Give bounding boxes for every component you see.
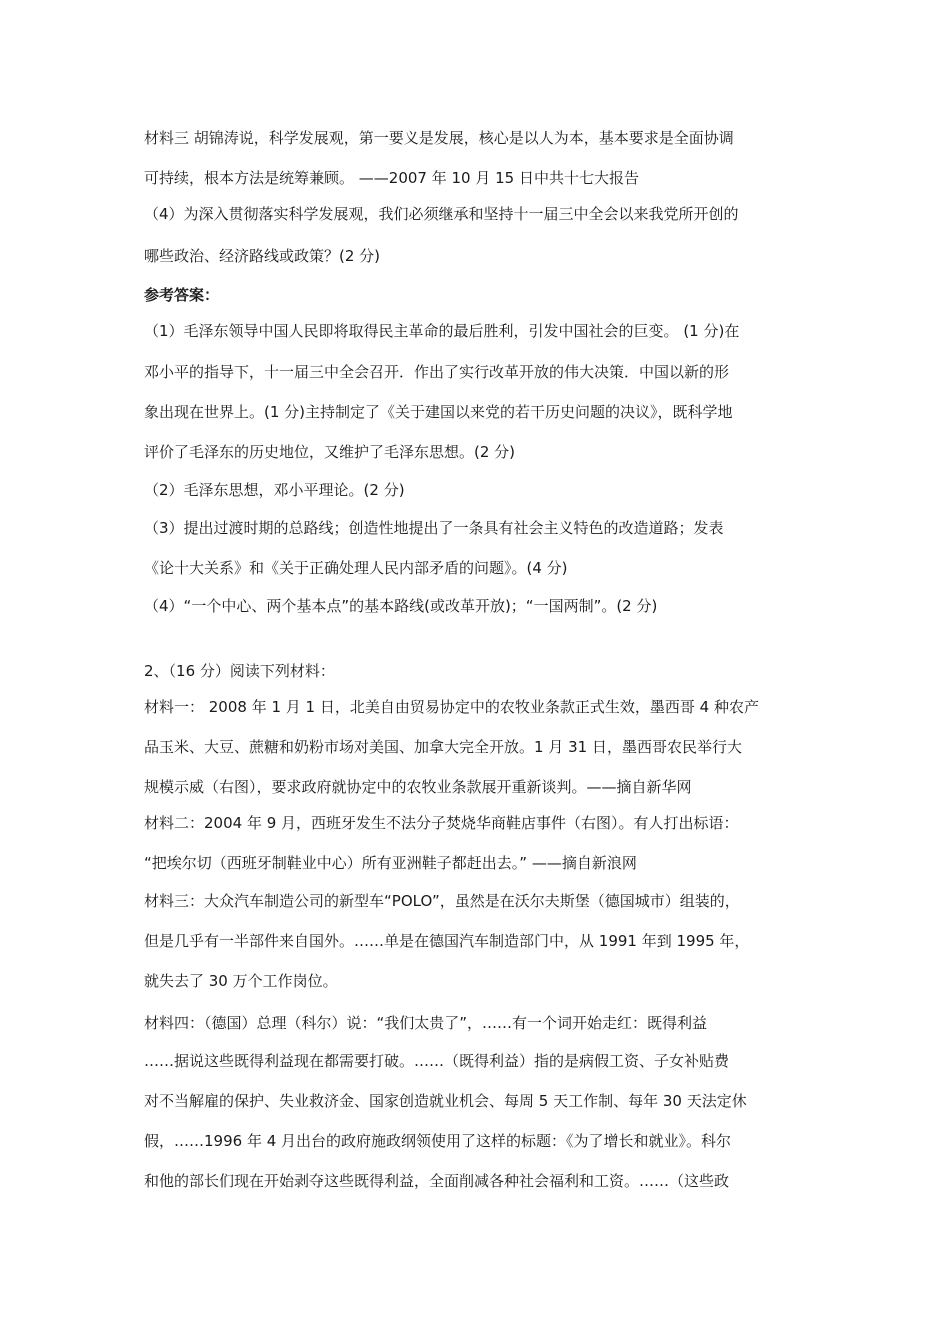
text-line: 就失去了 30 万个工作岗位。 xyxy=(144,972,338,990)
text-line: ……据说这些既得利益现在都需要打破。……（既得利益）指的是病假工资、子女补贴费 xyxy=(144,1052,730,1070)
answer-heading: 参考答案： xyxy=(144,286,220,304)
text-line: 品玉米、大豆、蔗糖和奶粉市场对美国、加拿大完全开放。1 月 31 日，墨西哥农民举行大 xyxy=(144,738,742,756)
text-line: 评价了毛泽东的历史地位，又维护了毛泽东思想。(2 分) xyxy=(144,443,516,461)
text-line: 可持续，根本方法是统筹兼顾。 ——2007 年 10 月 15 日中共十七大报告 xyxy=(144,169,639,187)
text-line: 和他的部长们现在开始剥夺这些既得利益，全面削减各种社会福利和工资。……（这些政 xyxy=(144,1172,730,1190)
text-line: “把埃尔切（西班牙制鞋业中心）所有亚洲鞋子都赶出去。” ——摘自新浪网 xyxy=(144,854,637,872)
text-line: 对不当解雇的保护、失业救济金、国家创造就业机会、每周 5 天工作制、每年 30 天法定休 xyxy=(144,1092,747,1110)
text-line: （1）毛泽东领导中国人民即将取得民主革命的最后胜利，引发中国社会的巨变。 (1 分)在 xyxy=(144,322,740,340)
text-line: 《论十大关系》和《关于正确处理人民内部矛盾的问题》。(4 分) xyxy=(144,559,568,577)
text-line: 材料三 胡锦涛说，科学发展观，第一要义是发展，核心是以人为本，基本要求是全面协调 xyxy=(144,129,734,147)
text-line: 但是几乎有一半部件来自国外。……单是在德国汽车制造部门中，从 1991 年到 1995 年， xyxy=(144,932,750,950)
text-line: 象出现在世界上。(1 分)主持制定了《关于建国以来党的若干历史问题的决议》，既科学地 xyxy=(144,403,733,421)
text-line: （3）提出过渡时期的总路线；创造性地提出了一条具有社会主义特色的改造道路；发表 xyxy=(144,519,724,537)
text-line: 假，……1996 年 4 月出台的政府施政纲领使用了这样的标题：《为了增长和就业》。科尔 xyxy=(144,1132,732,1150)
text-line: 材料一： 2008 年 1 月 1 日，北美自由贸易协定中的农牧业条款正式生效，墨西哥 4 种农产 xyxy=(144,698,759,716)
text-line: 规模示威（右图），要求政府就协定中的农牧业条款展开重新谈判。——摘自新华网 xyxy=(144,778,692,796)
text-line: 材料三：大众汽车制造公司的新型车“POLO”，虽然是在沃尔夫斯堡（德国城市）组装的， xyxy=(144,892,740,910)
question-heading: 2、（16 分）阅读下列材料： xyxy=(144,662,335,680)
text-line: 哪些政治、经济路线或政策？(2 分) xyxy=(144,247,381,265)
text-line: 材料二：2004 年 9 月，西班牙发生不法分子焚烧华商鞋店事件（右图）。有人打出标语： xyxy=(144,814,739,832)
text-line: 邓小平的指导下，十一届三中全会召开．作出了实行改革开放的伟大决策．中国以新的形 xyxy=(144,363,730,381)
text-line: （4）为深入贯彻落实科学发展观，我们必须继承和坚持十一届三中全会以来我党所开创的 xyxy=(144,205,739,223)
text-line: （2）毛泽东思想，邓小平理论。(2 分) xyxy=(144,481,405,499)
text-line: 材料四：（德国）总理（科尔）说：“我们太贵了”，……有一个词开始走红：既得利益 xyxy=(144,1014,708,1032)
text-line: （4）“一个中心、两个基本点”的基本路线(或改革开放)；“一国两制”。(2 分) xyxy=(144,597,658,615)
